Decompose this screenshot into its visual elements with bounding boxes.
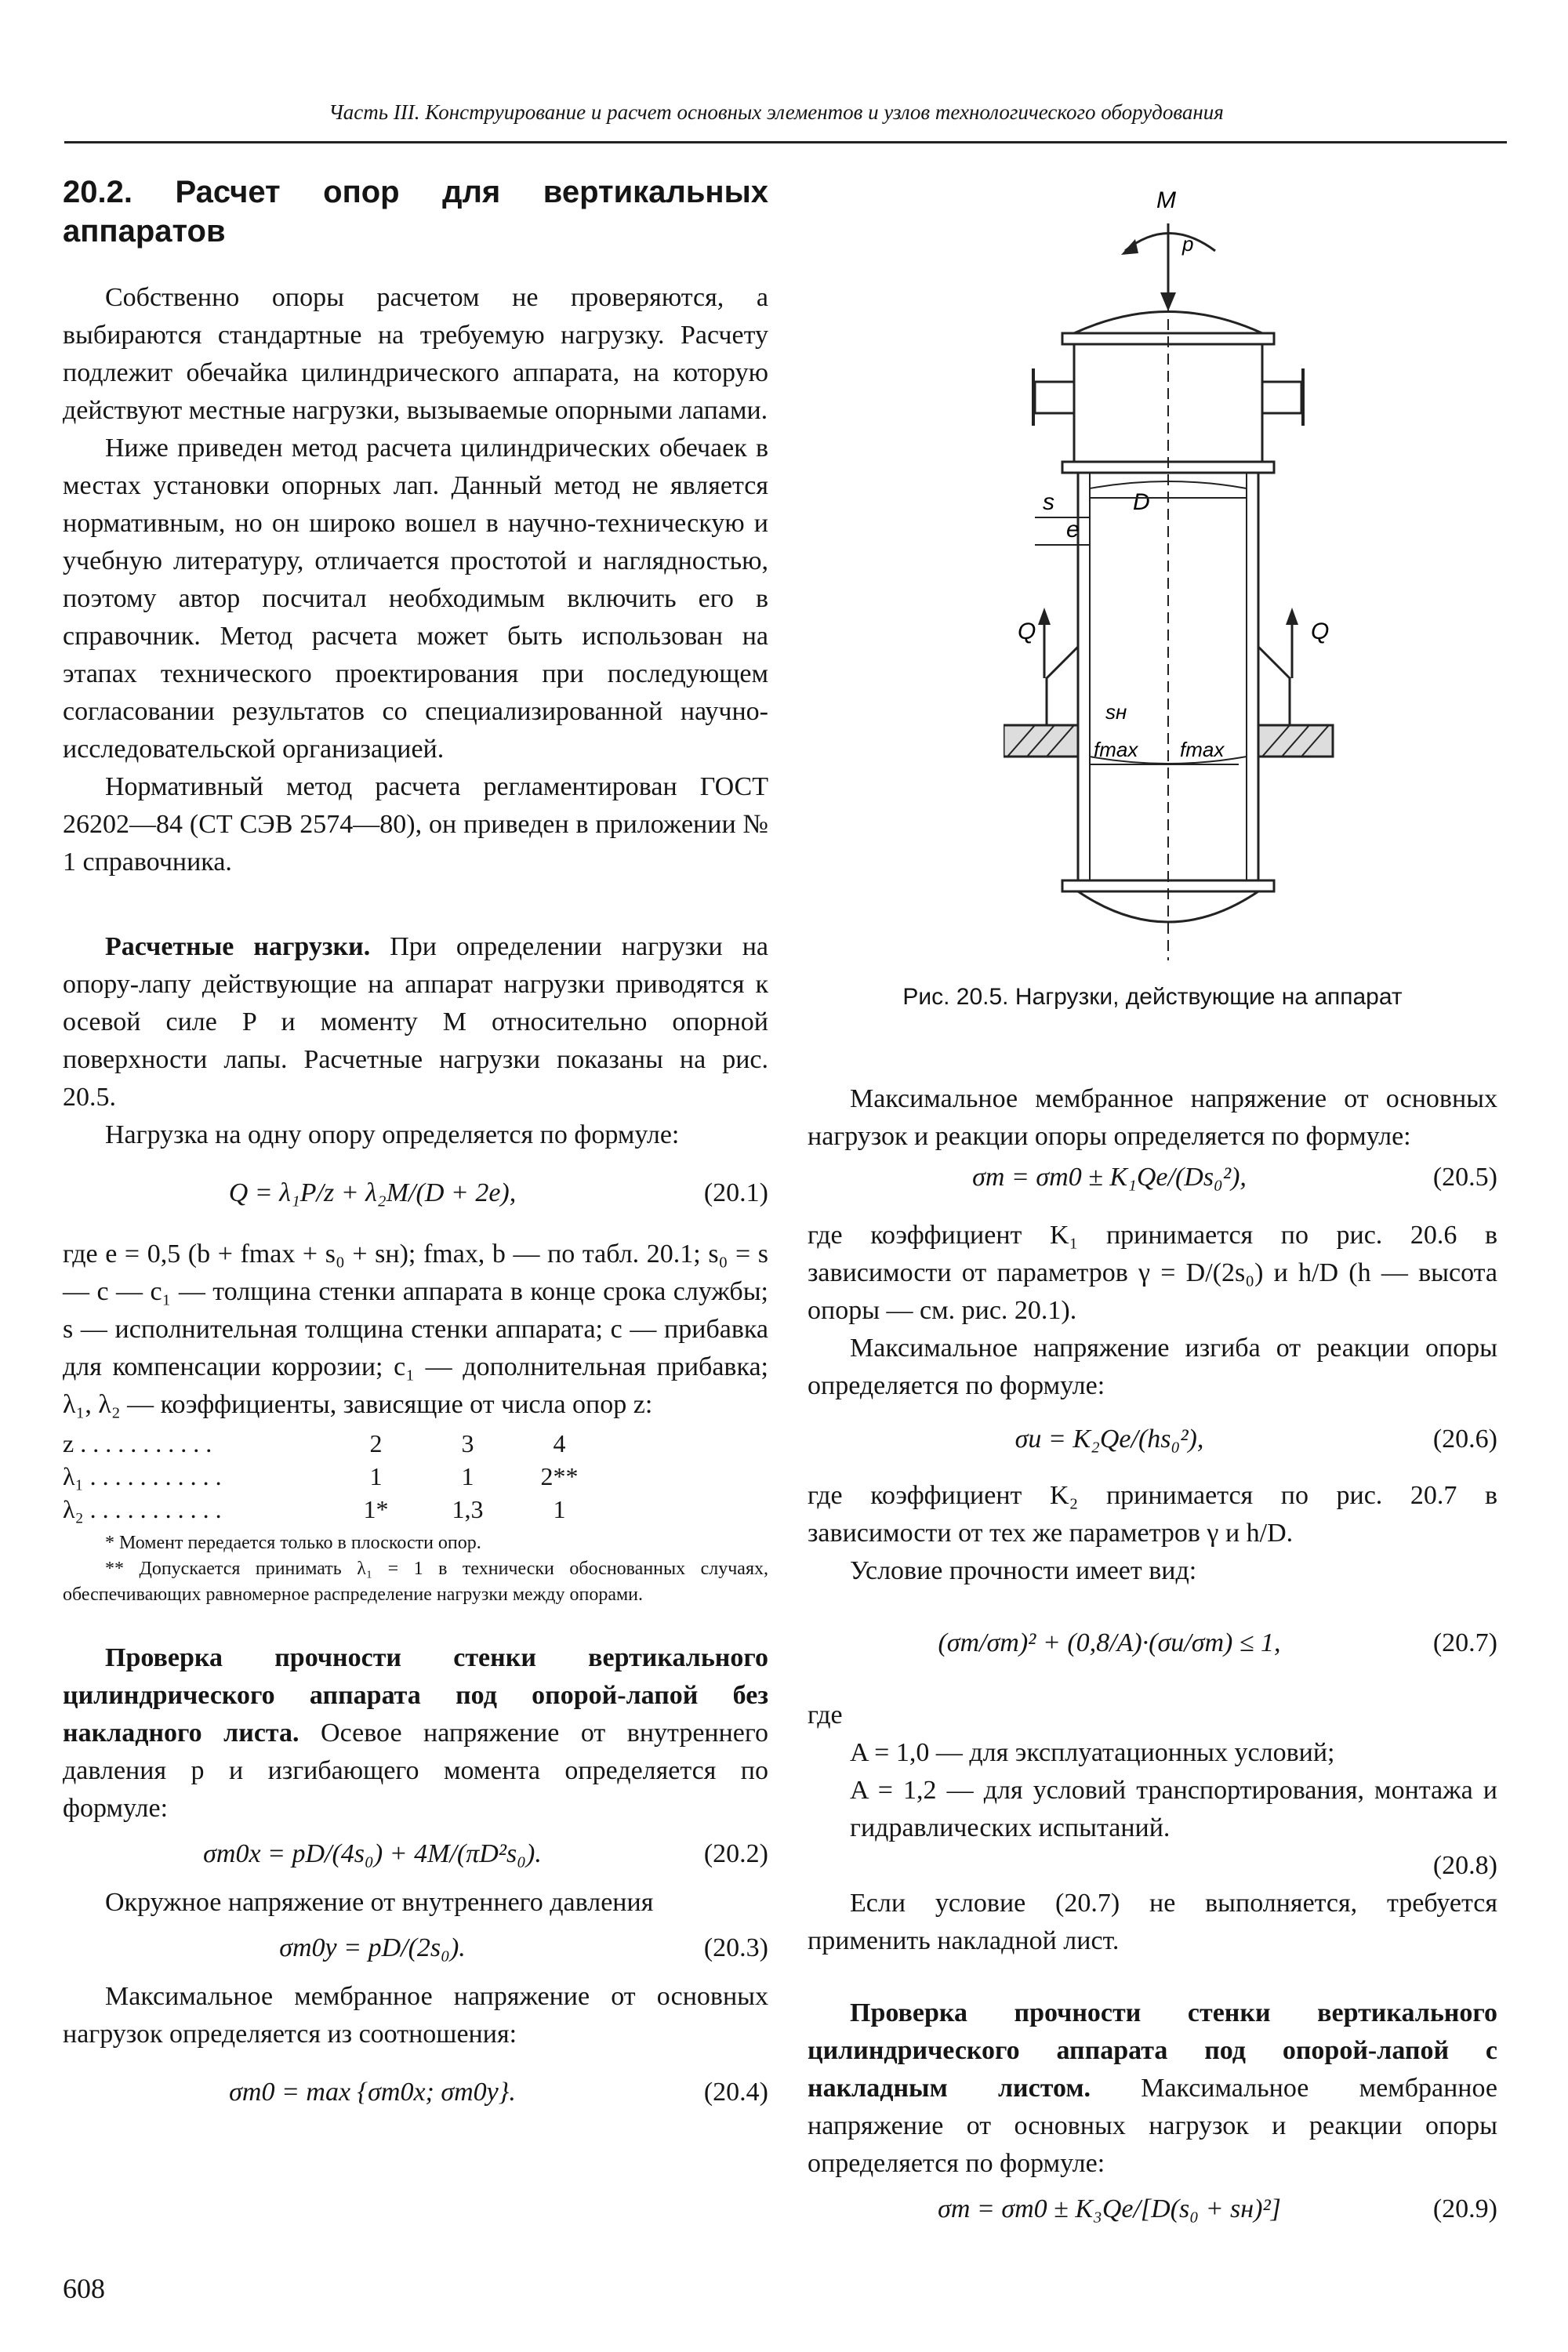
label-e: e xyxy=(1066,517,1080,543)
loads-text: При определении нагрузки на опору-лапу действующие на аппарат нагрузки приводятся к осевой силе P и моменту M относительно опорной поверхности лапы. Расчетные нагрузки показаны на рис. 20.5. xyxy=(63,932,768,1112)
paragraph-hoop: Окружное напряжение от внутреннего давления xyxy=(105,1888,654,1917)
label-m: M xyxy=(1156,187,1176,213)
left-column xyxy=(63,172,768,2122)
table-cell: 1 xyxy=(369,1462,383,1490)
paragraph-normative: Нормативный метод расчета регламентирован ГОСТ 26202—84 (СТ СЭВ 2574—80), он приведен в приложении № 1 справочника. xyxy=(63,772,768,877)
paragraph-r1: Максимальное мембранное напряжение от основных нагрузок и реакции опоры определяется по формуле: xyxy=(808,1084,1497,1151)
header-rule xyxy=(64,141,1507,143)
moment-arrow xyxy=(1125,234,1215,252)
equation-formula: σm0x = pD/(4s₀) + 4M/(πD²s₀). xyxy=(203,1839,542,1868)
table-row xyxy=(63,1493,614,1526)
table-cell: 2** xyxy=(540,1462,579,1490)
equation-formula: Q = λ₁P/z + λ₂M/(D + 2e), xyxy=(228,1178,517,1207)
table-cell: 2 xyxy=(369,1429,383,1457)
table-row xyxy=(63,1460,614,1493)
paragraph-r3: Максимальное напряжение изгиба от реакции опоры определяется по формуле: xyxy=(808,1334,1497,1400)
equation-formula: σm0y = pD/(2s₀). xyxy=(279,1933,466,1962)
equation-number: (20.4) xyxy=(703,2078,768,2107)
paragraph-r2: где коэффициент K₁ принимается по рис. 20.6 в зависимости от параметров γ = D/(2s₀) и h/D (h — высота опоры — см. рис. 20.1). xyxy=(808,1221,1497,1325)
coefficient-table xyxy=(63,1427,614,1526)
figure-caption: Рис. 20.5. Нагрузки, действующие на аппарат xyxy=(902,984,1403,1010)
equation-20-8-number: (20.8) xyxy=(1432,1851,1497,1880)
table-cell: 3 xyxy=(461,1429,474,1457)
equation-number: (20.3) xyxy=(703,1933,768,1962)
label-sn: sн xyxy=(1105,700,1127,724)
table-cell: λ₁ . . . . . . . . . . . xyxy=(63,1462,222,1490)
paragraph-gde: где xyxy=(808,1700,843,1730)
paragraph-where-e: где e = 0,5 (b + fmax + s₀ + sн); fmax, b — по табл. 20.1; s₀ = s — c — c₁ — толщина стенки аппарата в конце срока службы; s — исполнительная толщина стенки аппарата; c — прибавка для компенсации коррозии; c₁ — дополнительная прибавка; λ₁, λ₂ — коэффициенты, зависящие от числа опор z: xyxy=(63,1240,768,1419)
running-head: Часть III. Конструирование и расчет основных элементов и узлов технологического оборудования xyxy=(328,100,1224,124)
paragraph-r6: Если условие (20.7) не выполняется, требуется применить накладной лист. xyxy=(808,1889,1497,1955)
check1-text: Осевое напряжение от внутреннего давления p и изгибающего момента определяется по формуле: xyxy=(63,1719,768,1823)
equation-formula: σm = σm0 ± K₃Qe/[D(s₀ + sн)²] xyxy=(938,2194,1281,2223)
apparatus-drawing xyxy=(1004,176,1348,960)
paragraph-check-without-plate xyxy=(63,1639,768,1828)
label-p: p xyxy=(1182,232,1194,256)
section-title: 20.2. Расчет опор для вертикальных аппаратов xyxy=(63,175,768,249)
table-cell: 4 xyxy=(553,1429,566,1457)
equation-formula: σm0 = max {σm0x; σm0y}. xyxy=(229,2078,516,2107)
table-cell: λ₂ . . . . . . . . . . . xyxy=(63,1495,222,1523)
equation-20-6 xyxy=(808,1421,1497,1461)
equation-20-2 xyxy=(63,1835,768,1876)
paragraph-check-with-plate xyxy=(808,1994,1497,2183)
label-q-right: Q xyxy=(1311,619,1330,644)
paragraph-loads xyxy=(63,928,768,1116)
equation-number: (20.2) xyxy=(703,1839,768,1868)
equation-20-4 xyxy=(63,2074,768,2114)
footnote-1: * Момент передается только в плоскости опор. xyxy=(105,1533,481,1553)
equation-formula: σm = σm0 ± K₁Qe/(Ds₀²), xyxy=(972,1163,1247,1192)
label-fmax-right: fmax xyxy=(1180,738,1225,761)
table-row xyxy=(63,1427,614,1460)
check1-lead: Проверка прочности стенки вертикального цилиндрического аппарата под опорой-лапой без накладного листа. xyxy=(63,1643,768,1748)
table-cell: 1 xyxy=(553,1495,566,1523)
check2-lead: Проверка прочности стенки вертикального цилиндрического аппарата под опорой-лапой с накладным листом. xyxy=(808,1998,1497,2103)
equation-20-1 xyxy=(63,1174,768,1215)
left-nozzle xyxy=(1035,382,1074,413)
loads-lead: Расчетные нагрузки. xyxy=(105,932,371,961)
label-d: D xyxy=(1133,489,1150,515)
label-fmax-left: fmax xyxy=(1094,738,1138,761)
label-q-left: Q xyxy=(1018,619,1036,644)
paragraph-r4: где коэффициент K₂ принимается по рис. 20.7 в зависимости от тех же параметров γ и h/D. xyxy=(808,1481,1497,1548)
paragraph-max-membrane: Максимальное мембранное напряжение от основных нагрузок определяется из соотношения: xyxy=(63,1982,768,2049)
label-s: s xyxy=(1043,489,1054,515)
right-nozzle xyxy=(1262,382,1301,413)
footnote-2: ** Допускается принимать λ₁ = 1 в технически обоснованных случаях, обеспечивающих равномерное распределение нагрузки между опорами. xyxy=(63,1559,768,1605)
table-cell: 1,3 xyxy=(452,1495,484,1523)
equation-number: (20.9) xyxy=(1432,2194,1497,2223)
check2-text: Максимальное мембранное напряжение от основных нагрузок и реакции опоры определяется по формуле: xyxy=(808,2074,1497,2178)
right-lug xyxy=(1258,647,1290,725)
equation-formula: σи = K₂Qe/(hs₀²), xyxy=(1014,1425,1204,1454)
equation-number: (20.6) xyxy=(1432,1425,1497,1454)
equation-number: (20.5) xyxy=(1432,1163,1497,1192)
page-number: 608 xyxy=(63,2273,105,2304)
paragraph-a1: A = 1,0 — для эксплуатационных условий; xyxy=(850,1738,1335,1767)
table-cell: z . . . . . . . . . . . xyxy=(63,1429,212,1457)
equation-20-9 xyxy=(808,2190,1497,2231)
equation-20-7 xyxy=(808,1624,1497,1665)
paragraph-r5: Условие прочности имеет вид: xyxy=(850,1556,1197,1585)
equation-20-5 xyxy=(808,1159,1497,1193)
left-lug xyxy=(1047,647,1078,725)
paragraph-intro: Собственно опоры расчетом не проверяются, а выбираются стандартные на требуемую нагрузку. Расчету подлежит обечайка цилиндрического аппарата, на которую действуют местные нагрузки, вызываемые опорными лапами. xyxy=(63,283,768,425)
paragraph-load-formula: Нагрузка на одну опору определяется по формуле: xyxy=(105,1120,680,1149)
table-cell: 1* xyxy=(363,1495,389,1523)
paragraph-a2: A = 1,2 — для условий транспортирования, монтажа и гидравлических испытаний. xyxy=(850,1776,1497,1842)
paragraph-method: Ниже приведен метод расчета цилиндрических обечаек в местах установки опорных лап. Данный метод не является нормативным, но он широко вошел в научно-техническую и учебную литературу, отличается простотой и наглядностью, поэтому автор посчитал необходимым включить его в справочник. Метод расчета может быть использован на этапах технического проектирования при последующем согласовании результатов со специализированной научно-исследовательской организацией. xyxy=(63,434,768,764)
table-cell: 1 xyxy=(461,1462,474,1490)
right-column xyxy=(808,1080,1497,2239)
equation-20-3 xyxy=(63,1929,768,1970)
equation-number: (20.7) xyxy=(1432,1628,1497,1657)
figure-apparatus xyxy=(1004,176,1348,960)
equation-number: (20.1) xyxy=(703,1178,768,1207)
equation-formula: (σm/σт)² + (0,8/A)·(σи/σт) ≤ 1, xyxy=(938,1628,1281,1657)
